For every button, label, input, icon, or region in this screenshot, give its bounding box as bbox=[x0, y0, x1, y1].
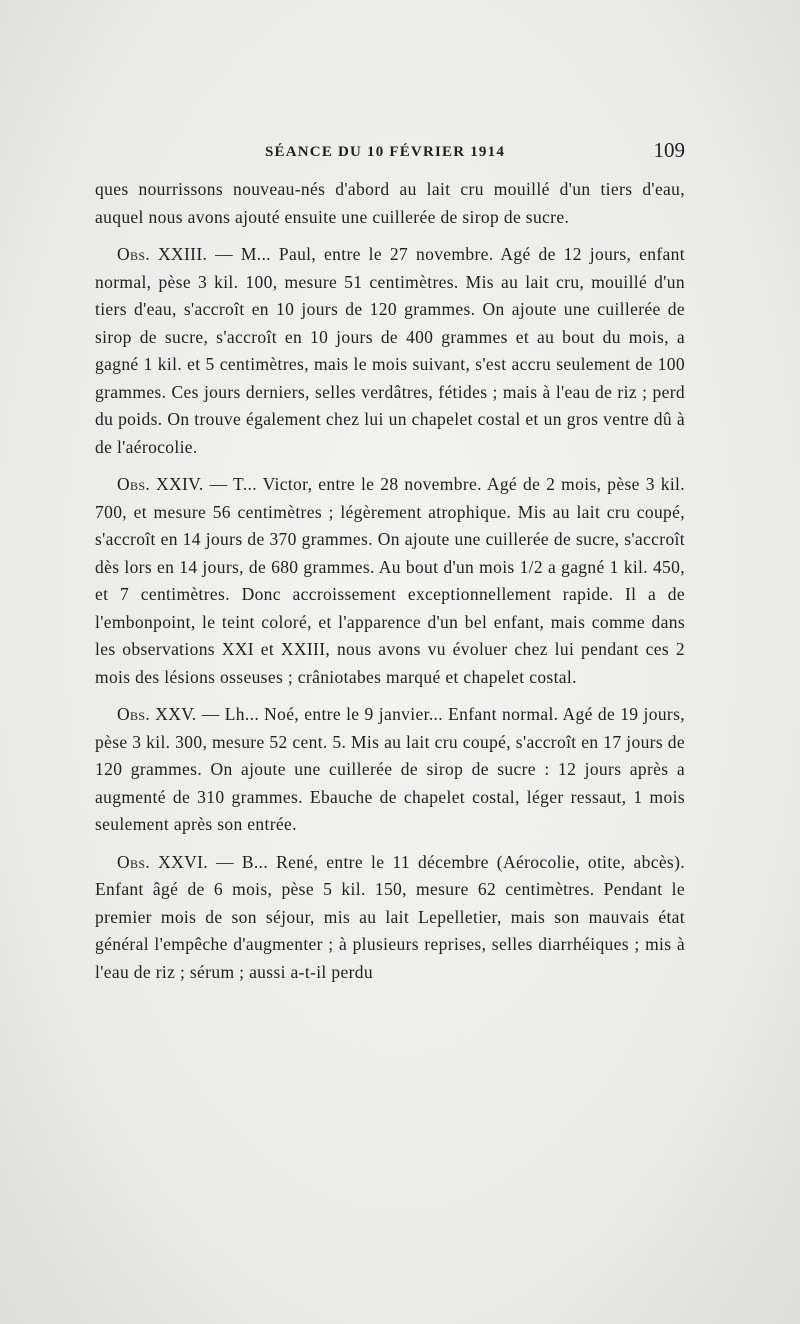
paragraph-continuation bbox=[95, 176, 685, 231]
observation-xxiv bbox=[95, 471, 685, 691]
observation-xxv bbox=[95, 701, 685, 839]
paragraph-text: — Lh... Noé, entre le 9 janvier... Enfant normal. Agé de 19 jours, pèse 3 kil. 300, mesure 52 cent. 5. Mis au lait cru coupé, s'accroît en 17 jours de 120 grammes. On ajoute une cuillerée de sirop de sucre : 12 jours après a augmenté de 310 grammes. Ebauche de chapelet costal, léger ressaut, 1 mois seulement après son entrée. bbox=[95, 704, 685, 834]
observation-xxvi bbox=[95, 849, 685, 987]
observation-label: Obs. XXV. bbox=[117, 704, 197, 724]
page-header bbox=[95, 138, 685, 168]
paragraph-text: — M... Paul, entre le 27 novembre. Agé de 12 jours, enfant normal, pèse 3 kil. 100, mesure 51 centimètres. Mis au lait cru, mouillé d'un tiers d'eau, s'accroît en 10 jours de 120 grammes. On ajoute une cuillerée de sirop de sucre, s'accroît en 10 jours de 400 grammes et au bout du mois, a gagné 1 kil. et 5 centimètres, mais le mois suivant, s'est accru seulement de 100 grammes. Ces jours derniers, selles verdâtres, fétides ; mais à l'eau de riz ; perd du poids. On trouve également chez lui un chapelet costal et un gros ventre dû à de l'aérocolie. bbox=[95, 244, 685, 457]
running-title: SÉANCE DU 10 FÉVRIER 1914 bbox=[265, 144, 506, 160]
observation-xxiii bbox=[95, 241, 685, 461]
body-text bbox=[95, 176, 685, 986]
observation-label: Obs. XXIV. bbox=[117, 474, 204, 494]
observation-label: Obs. XXVI. bbox=[117, 851, 208, 872]
observation-label: Obs. XXIII. bbox=[117, 244, 208, 264]
paragraph-text: — B... René, entre le 11 décembre (Aérocolie, otite, abcès). Enfant âgé de 6 mois, pèse 5 kil. 150, mesure 62 centimètres. Pendant le premier mois de son séjour, mis au lait Lepelletier, mais son mauvais état général l'empêche d'augmenter ; à plusieurs reprises, selles diarrhéiques ; mis à l'eau de riz ; sérum ; aussi a-t-il perdu bbox=[95, 851, 685, 982]
paragraph-text: — T... Victor, entre le 28 novembre. Agé de 2 mois, pèse 3 kil. 700, et mesure 56 centimètres ; légèrement atrophique. Mis au lait cru coupé, s'accroît en 14 jours de 370 grammes. On ajoute une cuillerée de sucre, s'accroît dès lors en 14 jours, de 680 grammes. Au bout d'un mois 1/2 a gagné 1 kil. 450, et 7 centimètres. Donc accroissement exceptionnellement rapide. Il a de l'embonpoint, le teint coloré, et l'apparence d'un bel enfant, mais comme dans les observations XXI et XXIII, nous avons vu évoluer chez lui pendant ces 2 mois des lésions osseuses ; crâniotabes marqué et chapelet costal. bbox=[95, 474, 685, 687]
page-number: 109 bbox=[653, 138, 685, 162]
paragraph-text: ques nourrissons nouveau-nés d'abord au lait cru mouillé d'un tiers d'eau, auquel nous avons ajouté ensuite une cuillerée de sirop de sucre. bbox=[95, 179, 685, 227]
